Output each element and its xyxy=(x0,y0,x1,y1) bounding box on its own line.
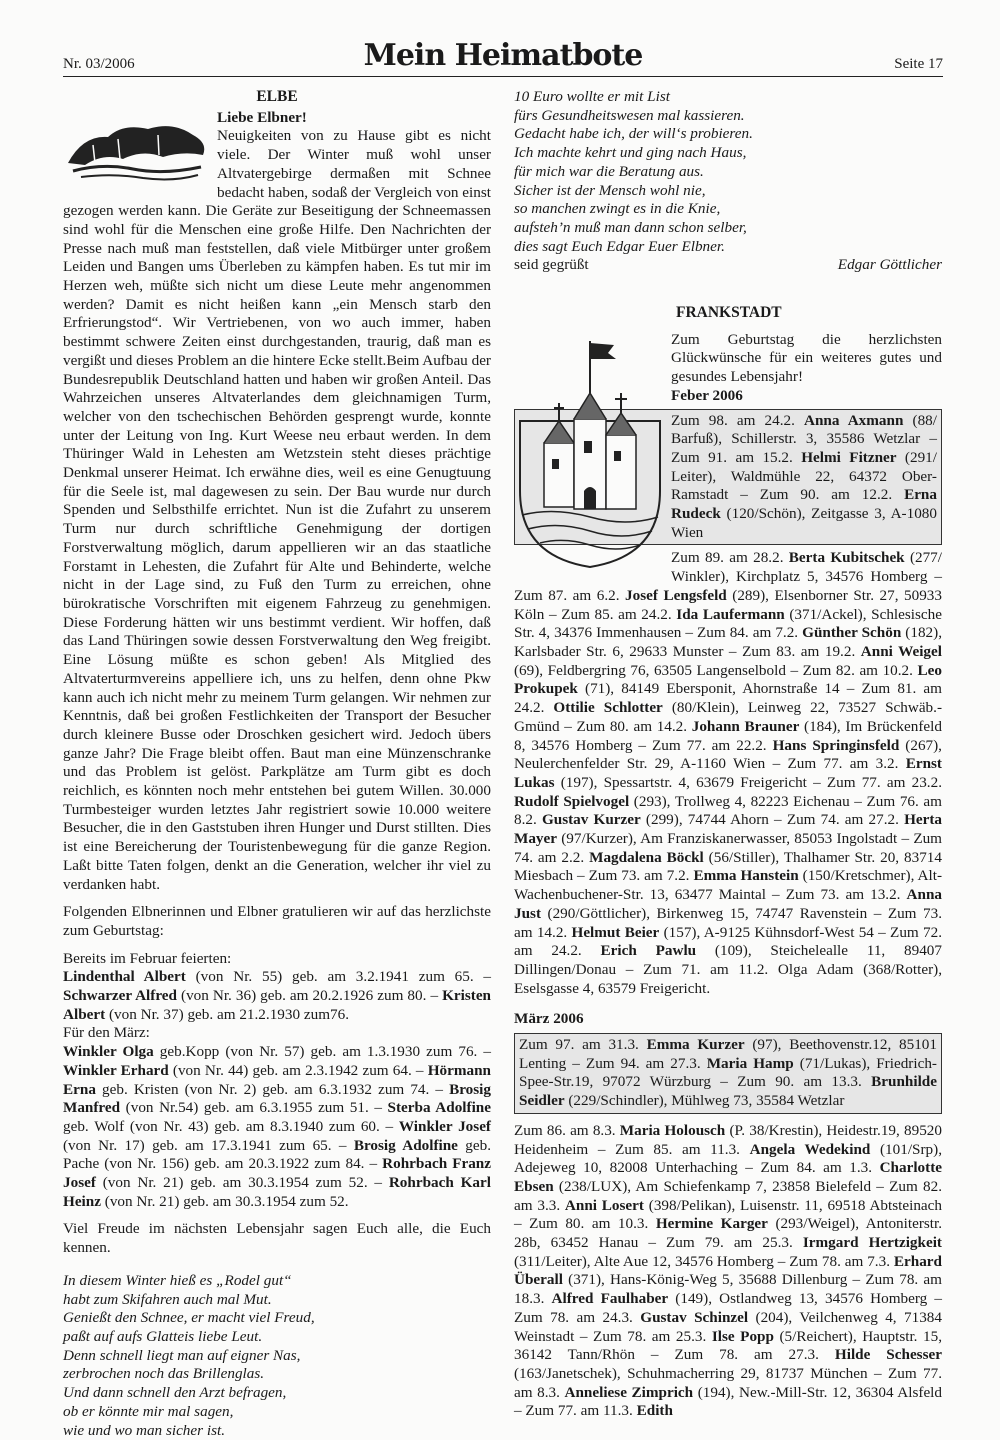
entry-details: (80/Klein), Leinweg 22, 73527 Schwäb.-Gmünd – xyxy=(514,699,943,735)
person-name: Rohrbach Franz Josef xyxy=(63,1155,491,1192)
entry-details: (293), Trollweg 4, 82223 Eichenau – xyxy=(629,792,867,810)
frankstadt-title: FRANKSTADT xyxy=(676,304,782,322)
entry-details: (56/Stiller), Thalhamer Str. 20, 83714 Miesbach – xyxy=(514,848,942,885)
entry-details: (71), 84149 Ebersponit, Ahornstraße 14 – xyxy=(577,680,862,698)
elbe-article xyxy=(63,109,491,895)
person-name: Brunhilde Seidler xyxy=(519,1073,937,1110)
mar-heading: Für den März: xyxy=(63,1024,150,1042)
page-header xyxy=(63,36,943,77)
entry-details: (149), Ostlandweg 13, 34576 Homberg – xyxy=(668,1290,943,1308)
elbe-greeting: Liebe Elbner! xyxy=(217,108,307,126)
signature-line xyxy=(514,256,942,275)
elbe-body: Neuigkeiten von zu Hause gibt es nicht viele. Der Winter muß wohl unser Altvatergebirge dermaßen mit Schnee bedacht haben, sodaß der Vergleich von einst gezogen werden kann. Die Geräte zur Beseitigung der Schneemassen sind wohl für die Menschen eine große Hilfe. Den Nachrichten der Presse nach muß man feststellen, daß viele Mitbürger unter großem Leiden und Bangen ums Überleben zu kämpfen haben. Es tut mir im Herzen weh, müßte sich nicht um diese Leute mehr angenommen werden? Damit es nicht heißen kann „ein Mensch starb den Erfrierungstod“. Wir Vertriebenen, von wo auch immer, haben bestimmt schwere Zeiten einst durchgestanden, traurig, daß man es vergißt und dieses Problem an die hintere Ecke stellt.Beim Aufbau der Bundesrepublik Deutschland hatten und haben wir großen Anteil. Das Wahrzeichen unseres Altvaterlandes dem gleichnamigen Turm, welcher von den tschechischen Behörden gesprengt wurde, konnte unter der Leitung von Ing. Kurt Weese neu erbaut werden. In dem Thüringer Wald in Lehesten am Wetzstein steht dieses prächtige Denkmal unserer Heimat. Ich erwähne dies, weil es eine Genugtuung für die Seele ist, mal dagewesen zu sein. Der Bau wurde nur durch Spenden und Selbsthilfe errichtet. Nun ist die Zufahrt zu unserem Turm nur durch schriftliche Genehmigung der dortigen Forstverwaltung möglich, darum appellieren wir an das staatliche Forstamt in Lehesten, die Zufahrt für Alte und Behinderte, welche nicht in der Lage sind, zu Fuß den Turm zu erreichen, ohne bürokratische Vorschriften mit eigenem Fahrzeug zu genehmigen. Diese Forderung hätten wir uns bestimmt verdient. Wir hoffen, daß das Land Thüringen sowie dessen Forstverwaltung den Weg freigibt. Eine Lösung müßte es schon geben! Als Mitglied des Altvaterturmvereins appelliere ich, uns zu helfen, denn ohne Pkw kann auch ich nicht mehr zu meinem Turm gelangen. Wir nehmen zur Kenntnis, daß bei großen Festlichkeiten der Transport der Besucher durch kleinere Busse oder Droschken gesichert wird. Jedoch übers ganze Jahr? Die Frage bleibt offen. Baut man eine Münzenschranke und das Problem ist gelöst. Parkplätze am Turm gibt es doch reichlich, es könnten noch mehr entstehen bei gutem Willen. 30.000 Turmbesteiger wurden letztes Jahr registriert sowie 10.000 weitere Besucher, die in den Gaststuben ihren Hunger und Durst stillten. Dies ist eine Bereicherung der Touristenbewegung für die ganze Region. Laßt bitte Taten folgen, denkt an die Generation, welcher ihr viel zu verdanken habt. xyxy=(63,127,491,893)
entry-details: (311/Leiter), Alte Aue 12, 34576 Homberg – xyxy=(514,1252,790,1270)
entry-prefix: Zum 85. am 11.3. xyxy=(615,1140,750,1158)
person-name: Edith xyxy=(636,1402,673,1420)
person-name: Lindenthal Albert xyxy=(63,968,186,986)
entry-details: (69), Feldbergring 76, 63505 Langenselbold – xyxy=(514,661,803,679)
entry-details: (371/Ackel), Schlesische Str. 4, 34376 Immenhausen – xyxy=(514,605,942,642)
person-name: Ottilie Schlotter xyxy=(553,699,663,717)
entry-prefix: Zum 78. am 24.3. xyxy=(514,1308,641,1326)
poem-line: Denn schnell liegt man auf eigner Nas, xyxy=(63,1346,301,1364)
entry-details: (291/ Leiter), Waldmühle 22, 64372 Ober-Ramstadt – xyxy=(671,448,937,504)
poem-right xyxy=(514,88,942,256)
person-details: (von Nr. 17) geb. am 17.3.1941 zum 65. – xyxy=(63,1136,354,1154)
entry-details: (277/ Winkler), Kirchplatz 5, 34576 Homberg – xyxy=(671,549,942,586)
entry-details: (229/Schindler), Mühlweg 73, 35584 Wetzlar xyxy=(564,1092,845,1110)
entry-prefix: Zum 85. am 24.2. xyxy=(561,605,677,623)
entry-details: (204), Veilchenweg 4, 71384 Weinstadt – xyxy=(514,1308,942,1345)
person-name: Ilse Popp xyxy=(711,1327,774,1345)
entry-prefix: Zum 71. am 11.2. Olga Adam xyxy=(643,960,854,978)
entry-details: (293/Weigel), Antoniterstr. 28b, 63452 Hanau – xyxy=(514,1215,943,1252)
person-name: Günther Schön xyxy=(802,624,902,642)
entry-prefix: Zum 90. am 13.3. xyxy=(737,1073,872,1091)
person-details: geb. Kristen (von Nr. 2) geb. am 6.3.1932 zum 74. – xyxy=(95,1080,450,1098)
entry-details: (109), Steichelealle 11, 89407 Dillingen/Donau – xyxy=(514,942,942,978)
right-column xyxy=(514,88,942,1421)
entry-details: (290/Göttlicher), Birkenweg 15, 74747 Ravenstein – xyxy=(541,904,888,922)
person-name: Sterba Adolfine xyxy=(387,1099,491,1117)
person-name: Emma Kurzer xyxy=(646,1036,745,1054)
poem-line: für mich war die Beratung aus. xyxy=(514,162,704,180)
entry-details: (194), New.-Mill-Str. 12, 36304 Alsfeld – xyxy=(514,1383,942,1420)
entry-details: (163/Janetschek), Schuhmacherring 29, 81737 München – xyxy=(514,1365,888,1382)
issue-number: Nr. 03/2006 xyxy=(63,56,135,72)
entry-details: (P. 38/Krestin), Heidestr.19, 89520 Heidenheim – xyxy=(514,1121,942,1158)
person-name: Josef Lengsfeld xyxy=(625,586,727,604)
entry-details: (299), 74744 Ahorn – xyxy=(640,811,787,829)
entry-prefix: Zum 83. am 19.2. xyxy=(742,642,861,660)
person-name: Ida Laufermann xyxy=(676,605,785,623)
person-details: (von Nr. 55) geb. am 3.2.1941 zum 65. – xyxy=(185,968,491,986)
poem-line: habt zum Skifahren auch mal Mut. xyxy=(63,1290,272,1308)
poem-line: wie und wo man sicher ist. xyxy=(63,1421,225,1439)
entry-details: (71/Lukas), Friedrich-Spee-Str.19, 97072 Würzburg – xyxy=(519,1054,937,1091)
entry-prefix: Zum 87. am 6.2. xyxy=(514,586,626,604)
entry-prefix: Zum 77. am 22.2. xyxy=(652,736,773,754)
person-details: geb. Wolf (von Nr. 43) geb. am 8.3.1940 zum 60. – xyxy=(63,1117,399,1135)
person-name: Hörmann Erna xyxy=(63,1061,491,1098)
masthead-logo: Mein Heimatbote xyxy=(363,38,643,73)
poem-line: ob er könnte mir mal sagen, xyxy=(63,1402,234,1420)
closing-text: Viel Freude im nächsten Lebensjahr sagen Euch alle, die Euch kennen. xyxy=(63,1220,491,1257)
mar-highlight-box xyxy=(514,1033,942,1114)
person-name: Erhard Überall xyxy=(514,1252,942,1289)
sign-off: seid gegrüßt xyxy=(514,256,589,274)
entry-prefix: Zum 82. am 10.2. xyxy=(802,661,918,679)
person-details: (von Nr. 36) geb. am 20.2.1926 zum 80. – xyxy=(176,987,443,1005)
person-details: (von Nr. 21) geb. am 30.3.1954 zum 52. – xyxy=(95,1174,389,1192)
entry-prefix: Zum 80. am 14.2. xyxy=(576,717,692,735)
entry-details: (97), Beethovenstr.12, 85101 Lenting – xyxy=(519,1036,937,1072)
entry-details: (182), Karlsbader Str. 6, 29633 Munster – xyxy=(514,624,942,660)
entry-prefix: Zum 84. am 1.3. xyxy=(760,1159,880,1177)
mar-entries xyxy=(514,1122,942,1421)
person-name: Erna Rudeck xyxy=(671,486,937,523)
person-details: (von Nr. 37) geb. am 21.2.1930 zum76. xyxy=(105,1005,349,1023)
person-name: Winkler Josef xyxy=(398,1117,491,1135)
person-name: Hilde Schesser xyxy=(834,1346,942,1364)
frankstadt-section xyxy=(514,304,942,1421)
person-name: Schwarzer Alfred xyxy=(63,987,177,1005)
entry-prefix: Zum 77. am 11.3. xyxy=(525,1402,637,1420)
person-name: Hans Springinsfeld xyxy=(772,736,900,754)
person-name: Rudolf Spielvogel xyxy=(514,792,630,810)
frankstadt-intro: Zum Geburtstag die herzlichsten Glückwünsche für ein weiteres gutes und gesundes Lebensjahr! xyxy=(671,330,942,386)
feb-entries xyxy=(514,549,942,998)
entry-prefix: Zum 77. am 3.2. xyxy=(787,755,906,773)
person-name: Erich Pawlu xyxy=(600,942,697,960)
entry-details: (5/Reichert), Hauptstr. 15, 36142 Tann/Rhön – xyxy=(514,1327,942,1364)
entry-prefix: Zum 82. am 3.3. xyxy=(514,1177,943,1214)
entry-prefix: Zum 78. am 25.3. xyxy=(593,1327,712,1345)
person-name: Anni Weigel xyxy=(860,642,942,660)
poem-line: zerbrochen noch das Brillenglas. xyxy=(63,1365,265,1383)
entry-prefix: Zum 78. am 27.3. xyxy=(674,1346,835,1364)
elbe-title: ELBE xyxy=(256,88,298,105)
person-name: Berta Kubitschek xyxy=(788,549,905,567)
entry-prefix: Zum 97. am 31.3. xyxy=(519,1036,647,1054)
person-name: Johann Brauner xyxy=(691,717,800,735)
poem-line: Und dann schnell den Arzt befragen, xyxy=(63,1384,287,1402)
entry-prefix: Zum 84. am 7.2. xyxy=(697,624,803,642)
entry-prefix: Zum 90. am 12.2. xyxy=(759,486,905,504)
mar-list xyxy=(63,1043,491,1211)
poem-line: so manchen zwingt es in die Knie, xyxy=(514,200,721,218)
poem-line: dies sagt Euch Edgar Euer Elbner. xyxy=(514,237,725,255)
entry-prefix: Zum 77. am 8.3. xyxy=(514,1365,942,1401)
entry-prefix: Zum 78. am 7.3. xyxy=(789,1252,894,1270)
entry-prefix: Zum 74. am 2.2. xyxy=(514,830,942,866)
person-name: Magdalena Böckl xyxy=(589,848,704,866)
person-name: Emma Hanstein xyxy=(693,867,799,885)
poem-line: paßt auf aufs Glatteis liebe Leut. xyxy=(63,1328,263,1345)
person-name: Anneliese Zimprich xyxy=(564,1383,694,1401)
entry-details: (88/ Barfuß), Schillerstr. 3, 35586 Wetzlar – xyxy=(671,411,937,448)
person-name: Herta Mayer xyxy=(514,811,943,848)
coat-of-arms-icon xyxy=(514,331,666,569)
person-name: Gustav Kurzer xyxy=(541,811,641,829)
person-name: Anna Axmann xyxy=(804,411,904,429)
entry-details: (289), Elsenborner Str. 27, 50933 Köln – xyxy=(514,586,942,623)
person-name: Brosig Manfred xyxy=(63,1080,491,1117)
person-name: Gustav Schinzel xyxy=(640,1308,749,1326)
poem-line: Ich machte kehrt und ging nach Haus, xyxy=(514,144,747,162)
entry-details: (197), Spessartstr. 4, 63679 Freigericht – xyxy=(554,773,827,791)
person-name: Rohrbach Karl Heinz xyxy=(63,1174,491,1210)
mar-2006-heading: März 2006 xyxy=(514,1010,584,1028)
entry-prefix: Zum 79. am 25.3. xyxy=(666,1234,803,1252)
entry-details: (371), Hans-König-Weg 5, 35688 Dillenburg – xyxy=(562,1271,866,1289)
entry-details: (398/Pelikan), Luisenstr. 11, 69518 Abtsteinach – xyxy=(514,1196,942,1233)
person-name: Winkler Erhard xyxy=(63,1061,169,1079)
person-details: (von Nr. 44) geb. am 2.3.1942 zum 64. – xyxy=(168,1061,428,1079)
entry-details: (184), Im Brückenfeld 8, 34576 Homberg – xyxy=(514,717,942,754)
person-details: geb. Pache (von Nr. 156) geb. am 20.3.1922 zum 84. – xyxy=(63,1136,491,1173)
person-name: Winkler Olga xyxy=(63,1043,154,1061)
feb-list xyxy=(63,968,491,1024)
person-name: Hermine Karger xyxy=(655,1215,768,1233)
entry-prefix: Zum 89. am 28.2. xyxy=(671,549,789,567)
page-number: Seite 17 xyxy=(894,56,943,72)
entry-details: (150/Kretschmer), Alt-Wachenbuchener-Str. 13, 63477 Maintal – xyxy=(514,867,942,904)
left-column xyxy=(63,88,491,1440)
entry-prefix: Zum 73. am 13.2. xyxy=(785,886,907,904)
person-details: (von Nr. 21) geb. am 30.3.1954 zum 52. xyxy=(100,1192,349,1210)
person-name: Charlotte Ebsen xyxy=(514,1159,942,1195)
entry-prefix: Zum 76. am 8.2. xyxy=(514,792,942,829)
person-details: geb.Kopp (von Nr. 57) geb. am 1.3.1930 zum 76. – xyxy=(153,1043,491,1061)
person-name: Angela Wedekind xyxy=(749,1140,871,1158)
person-name: Leo Prokupek xyxy=(514,661,942,698)
entry-prefix: Zum 94. am 27.3. xyxy=(585,1054,707,1072)
poem-line: Gedacht habe ich, der will‘s probieren. xyxy=(514,125,753,143)
entry-details: (101/Srp), Adejeweg 10, 82008 Unterhaching – xyxy=(514,1140,942,1177)
entry-details: (238/LUX), Am Schiefenkamp 7, 23858 Bielefeld – xyxy=(553,1177,890,1195)
entry-prefix: Zum 72. am 24.2. xyxy=(514,923,942,960)
entry-prefix: Zum 78. am 18.3. xyxy=(514,1271,942,1308)
poem-left xyxy=(63,1272,491,1440)
entry-prefix: Zum 91. am 15.2. xyxy=(671,448,802,466)
entry-prefix: Zum 80. am 10.3. xyxy=(529,1215,656,1233)
poem-line: 10 Euro wollte er mit List xyxy=(514,88,670,105)
person-name: Helmi Fitzner xyxy=(801,448,897,466)
person-name: Irmgard Hertzigkeit xyxy=(802,1234,942,1252)
feb-2006-heading: Feber 2006 xyxy=(671,386,743,404)
feb-heading: Bereits im Februar feierten: xyxy=(63,949,232,967)
poem-line: Sicher ist der Mensch wohl nie, xyxy=(514,181,706,199)
entry-prefix: Zum 81. am 24.2. xyxy=(514,680,942,717)
author-name: Edgar Göttlicher xyxy=(837,256,942,274)
person-name: Kristen Albert xyxy=(63,987,492,1023)
landscape-illustration-icon xyxy=(63,115,211,185)
entry-prefix: Zum 74. am 27.2. xyxy=(786,811,905,829)
entry-details: (368/Rotter), Eselsgasse 4, 63579 Freigericht. xyxy=(514,960,942,997)
person-name: Helmut Beier xyxy=(571,923,660,941)
poem-line: fürs Gesundheitswesen mal kassieren. xyxy=(514,106,745,124)
person-name: Anni Losert xyxy=(564,1196,644,1214)
person-name: Maria Holousch xyxy=(619,1121,726,1139)
poem-line: Genießt den Schnee, er macht viel Freud, xyxy=(63,1309,315,1327)
entry-prefix: Zum 73. am 14.2. xyxy=(514,904,943,941)
person-name: Alfred Faulhaber xyxy=(551,1290,669,1308)
congrats-intro: Folgenden Elbnerinnen und Elbner gratulieren wir auf das herzlichste zum Geburtstag: xyxy=(63,903,491,939)
person-details: (von Nr.54) geb. am 6.3.1955 zum 51. – xyxy=(120,1099,388,1117)
person-name: Anna Just xyxy=(514,886,942,922)
entry-details: (157), A-9125 Kühnsdorf-West 54 – xyxy=(659,923,891,941)
poem-line: In diesem Winter hieß es „Rodel gut“ xyxy=(63,1271,292,1289)
entry-prefix: Zum 73. am 7.2. xyxy=(588,867,694,885)
person-name: Maria Hamp xyxy=(706,1054,794,1072)
entry-details: (97/Kurzer), Am Franziskanerwasser, 85053 Ingolstadt – xyxy=(557,830,914,848)
entry-details: (267), Neulerchenfelder Str. 29, A-1160 Wien – xyxy=(514,736,942,773)
person-name: Brosig Adolfine xyxy=(353,1136,458,1154)
poem-line: aufsteh’n muß man dann schon selber, xyxy=(514,218,747,236)
entry-details: (120/Schön), Zeitgasse 3, A-1080 Wien xyxy=(671,505,937,541)
entry-prefix: Zum 86. am 8.3. xyxy=(514,1121,620,1139)
entry-prefix: Zum 98. am 24.2. xyxy=(671,411,804,429)
entry-prefix: Zum 77. am 23.2. xyxy=(826,773,942,791)
person-name: Ernst Lukas xyxy=(514,755,942,791)
